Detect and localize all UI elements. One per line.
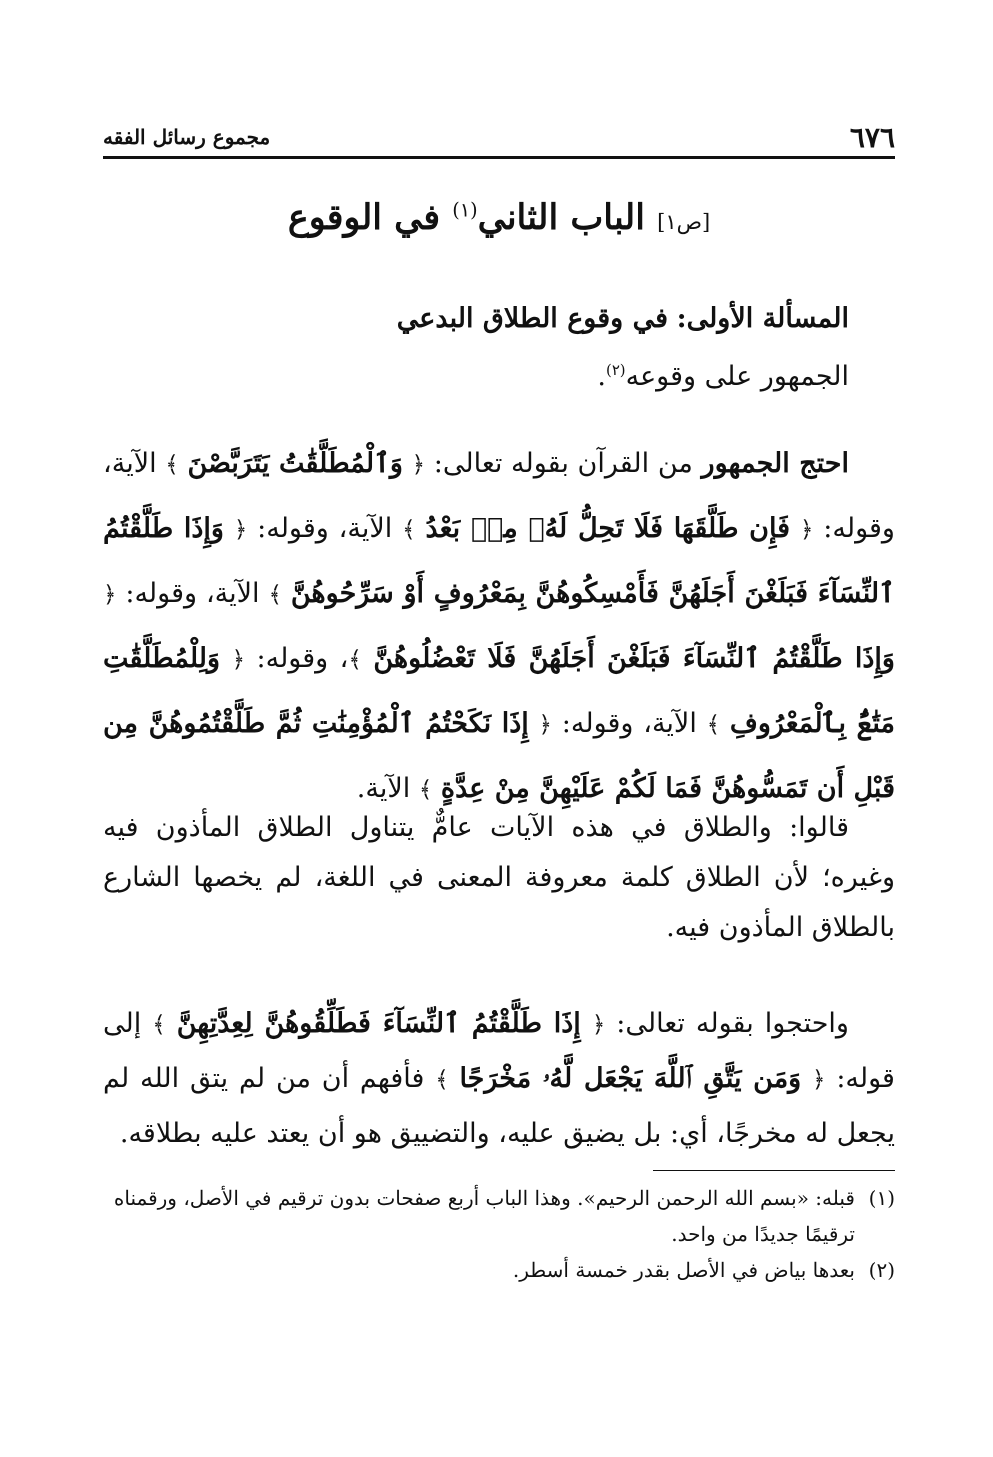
paragraph-2-text-1: من القرآن بقوله تعالى: [433,448,693,479]
verse-5: وَلِلْمُطَلَّقَٰتِ مَتَٰعٌۢ بِٱلْمَعْرُوفِ [103,643,895,739]
footnote-2 [103,1252,895,1288]
issue-text: في وقوع الطلاق البدعي [396,303,669,334]
paragraph-2-text-6: الآية، وقوله: [561,708,697,739]
verse-close-ornament: ﴾ [402,517,416,543]
verse-close-ornament: ﴾ [152,1012,166,1038]
page-number: ٦٧٦ [849,120,895,154]
paragraph-2-text-2: الآية، وقوله: [103,448,895,544]
verse-4: وَإِذَا طَلَّقْتُمُ ٱلنِّسَآءَ فَبَلَغْنَ أَجَلَهُنَّ فَلَا تَعْضُلُوهُنَّ [373,643,895,674]
paragraph-3: قالوا: والطلاق في هذه الآيات عامٌّ يتناول الطلاق المأذون فيه وغيره؛ لأن الطلاق كلمة معروفة المعنى في اللغة، لم يخصها الشارع بالطلاق المأذون فيه. [103,812,895,943]
paragraph-1-text: الجمهور على وقوعه [625,361,849,392]
chapter-title-text: الباب الثاني [477,197,645,238]
verse-close-ornament: ﴾ [165,452,179,478]
footnote-rule [653,1170,895,1171]
paragraph-4-text-1: واحتجوا بقوله تعالى: [616,1008,849,1039]
paragraph-1-end: . [597,361,607,392]
verse-1: وَٱلْمُطَلَّقَٰتُ يَتَرَبَّصْنَ [187,448,403,479]
chapter-title [103,197,895,239]
paragraph-2-lead: احتج الجمهور [701,448,849,479]
running-title: مجموع رسائل الفقه [103,125,271,149]
verse-8: وَمَن يَتَّقِ ٱللَّهَ يَجْعَل لَّهُۥ مَخْرَجًا [459,1063,802,1094]
issue-heading [103,299,895,339]
verse-open-ornament: ﴿ [233,517,248,543]
paragraph-2-text-5: ، وقوله: [256,643,349,674]
chapter-title-end: في الوقوع [287,197,441,238]
verse-open-ornament: ﴿ [231,647,246,673]
verse-open-ornament: ﴿ [812,1067,826,1093]
paragraph-4-text-2: إلى قوله: [103,1008,895,1094]
footnote-number: (٢) [868,1258,895,1282]
verse-open-ornament: ﴿ [591,1012,606,1038]
paragraph-2-text-4: الآية، وقوله: [125,578,260,609]
verse-open-ornament: ﴿ [538,712,552,738]
verse-close-ornament: ﴾ [348,647,362,673]
verse-close-ornament: ﴾ [706,712,721,738]
verse-3: وَإِذَا طَلَّقْتُمُ ٱلنِّسَآءَ فَبَلَغْنَ أَجَلَهُنَّ فَأَمْسِكُوهُنَّ بِمَعْرُوفٍ أَوْ سَرِّحُوهُنَّ [103,513,895,609]
footnote-1 [103,1180,895,1252]
footnote-ref-2: (٢) [606,361,626,379]
footnote-text: بعدها بياض في الأصل بقدر خمسة أسطر. [512,1258,855,1282]
verse-6: إِذَا نَكَحْتُمُ ٱلْمُؤْمِنَٰتِ ثُمَّ طَلَّقْتُمُوهُنَّ مِن قَبْلِ أَن تَمَسُّوهُنَّ فَمَا لَكُمْ عَلَيْهِنَّ مِنْ عِدَّةٍ [103,708,895,804]
verse-open-ornament: ﴿ [799,517,814,543]
issue-label: المسألة الأولى: [676,303,849,334]
footnotes [103,1180,895,1288]
verse-7: إِذَا طَلَّقْتُمُ ٱلنِّسَآءَ فَطَلِّقُوهُنَّ لِعِدَّتِهِنَّ [176,1008,581,1039]
paragraph-2-text-3: الآية، وقوله: [257,513,393,544]
verse-close-ornament: ﴾ [268,582,282,608]
paragraph-4-text-3: فأفهم أن من لم يتق الله لم يجعل له مخرجًا، أي: بل يضيق عليه، والتضييق هو أن يعتد عليه بطلاقه. [103,1063,895,1149]
verse-close-ornament: ﴾ [435,1067,449,1093]
page-header [103,120,895,154]
footnote-ref-1: (١) [452,198,478,222]
verse-open-ornament: ﴿ [411,452,426,478]
paragraph-2-text-7: الآية. [356,773,411,804]
paragraph-2 [103,432,895,822]
verse-open-ornament: ﴿ [103,582,117,608]
verse-close-ornament: ﴾ [418,777,433,803]
paragraph-1 [103,357,895,397]
page-marker: [ص١] [657,210,711,234]
header-rule [103,156,895,159]
footnote-text: قبله: «بسم الله الرحمن الرحيم». وهذا الباب أربع صفحات بدون ترقيم في الأصل، ورقمناه ترقيمًا جديدًا من واحد. [113,1186,855,1246]
paragraph-4 [103,997,895,1161]
footnote-number: (١) [868,1186,895,1210]
verse-2: فَإِن طَلَّقَهَا فَلَا تَحِلُّ لَهُۥ مِنۢ بَعْدُ [425,513,791,544]
